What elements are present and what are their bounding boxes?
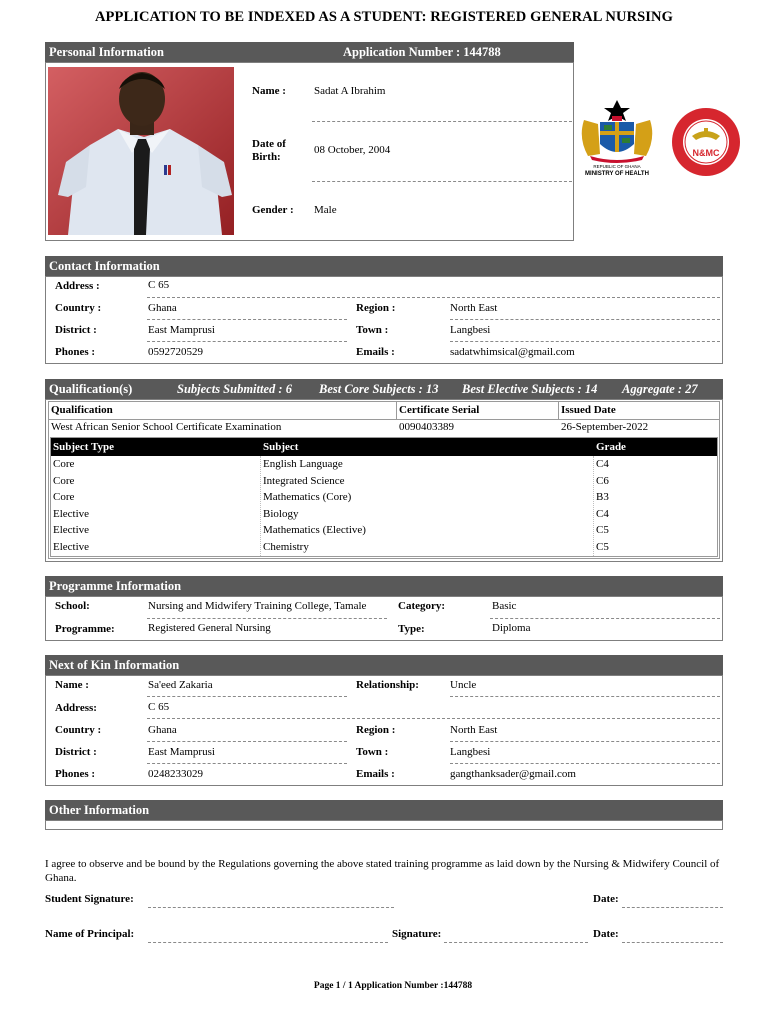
subject-type: Core: [53, 491, 75, 503]
applicant-photo: [48, 67, 234, 235]
page-title: APPLICATION TO BE INDEXED AS A STUDENT: REGISTERED GENERAL NURSING: [94, 9, 673, 25]
country-label: Country :: [55, 302, 102, 314]
subject-grade: C6: [596, 475, 609, 487]
coat-caption-2: MINISTRY OF HEALTH: [585, 171, 649, 177]
name-label: Name :: [252, 85, 286, 97]
programme-info-header: Programme Information: [45, 576, 723, 596]
gender-value: Male: [314, 204, 337, 216]
kin-district-label: District :: [55, 746, 97, 758]
divider: [147, 741, 347, 742]
principal-date-label: Date:: [593, 928, 619, 940]
principal-name-label: Name of Principal:: [45, 928, 135, 940]
address-label: Address :: [55, 280, 100, 292]
subjects-submitted: Subjects Submitted : 6: [177, 382, 292, 396]
kin-country-value: Ghana: [148, 724, 177, 736]
region-label: Region :: [356, 302, 396, 314]
subject-type: Core: [53, 458, 75, 470]
address-value: C 65: [148, 279, 170, 291]
phones-value: 0592720529: [148, 346, 203, 358]
dob-label-line1: Date of: [252, 138, 286, 150]
subject-name: Mathematics (Core): [263, 491, 352, 503]
relationship-value: Uncle: [450, 679, 477, 691]
kin-address-label: Address:: [55, 702, 97, 714]
other-info-header: Other Information: [45, 800, 723, 820]
school-label: School:: [55, 600, 90, 612]
best-elective-subjects: Best Elective Subjects : 14: [462, 382, 598, 396]
col-certificate-serial: Certificate Serial: [399, 404, 480, 416]
divider: [450, 763, 720, 764]
qualifications-header: [45, 379, 723, 399]
subject-name: Integrated Science: [263, 475, 345, 487]
col-divider: [558, 401, 559, 419]
col-issued-date: Issued Date: [561, 404, 616, 416]
kin-name-value: Sa'eed Zakaria: [148, 679, 213, 691]
kin-region-label: Region :: [356, 724, 396, 736]
kin-town-value: Langbesi: [450, 746, 491, 758]
divider: [147, 618, 387, 619]
col-divider: [396, 401, 397, 419]
relationship-label: Relationship:: [356, 679, 419, 691]
subject-grade: B3: [596, 491, 609, 503]
personal-info-header: [45, 42, 574, 62]
student-signature-line: [148, 907, 394, 908]
date-line: [622, 907, 723, 908]
coat-caption-1: REPUBLIC OF GHANA: [593, 164, 641, 169]
subject-type: Elective: [53, 524, 90, 536]
kin-phones-label: Phones :: [55, 768, 96, 780]
divider: [490, 618, 720, 619]
subject-name: Chemistry: [263, 541, 309, 553]
kin-country-label: Country :: [55, 724, 102, 736]
dob-label-line2: Birth:: [252, 151, 281, 163]
subject-name: Mathematics (Elective): [263, 524, 366, 536]
next-of-kin-header: Next of Kin Information: [45, 655, 723, 675]
subject-type: Elective: [53, 541, 90, 553]
divider: [312, 121, 572, 122]
principal-signature-line: [444, 942, 588, 943]
programme-label: Programme:: [55, 623, 115, 635]
principal-signature-label: Signature:: [392, 928, 442, 940]
divider: [312, 181, 572, 182]
category-value: Basic: [492, 600, 517, 612]
subject-name: English Language: [263, 458, 343, 470]
ghana-coat-of-arms-logo: [576, 98, 658, 184]
col-subject: Subject: [263, 441, 299, 453]
subject-grade: C5: [596, 524, 609, 536]
student-signature-label: Student Signature:: [45, 893, 134, 905]
page-footer: Page 1 / 1 Application Number :144788: [313, 981, 473, 991]
subject-grade: C5: [596, 541, 609, 553]
town-value: Langbesi: [450, 324, 491, 336]
country-value: Ghana: [148, 302, 177, 314]
best-core-subjects: Best Core Subjects : 13: [319, 382, 439, 396]
kin-town-label: Town :: [356, 746, 389, 758]
date-label: Date:: [593, 893, 619, 905]
emails-label: Emails :: [356, 346, 395, 358]
region-value: North East: [450, 302, 498, 314]
subject-grade: C4: [596, 458, 609, 470]
row-divider: [48, 419, 720, 420]
phones-label: Phones :: [55, 346, 96, 358]
application-number: Application Number : 144788: [343, 45, 501, 59]
subject-name: Biology: [263, 508, 299, 520]
col-divider: [260, 456, 261, 556]
aggregate: Aggregate : 27: [622, 382, 698, 396]
col-qualification: Qualification: [51, 404, 113, 416]
qualifications-title: Qualification(s): [49, 382, 133, 396]
nursing-midwifery-council-logo: [670, 106, 742, 178]
col-divider: [593, 456, 594, 556]
type-value: Diploma: [492, 622, 531, 634]
subject-type: Elective: [53, 508, 90, 520]
date-of-birth: 08 October, 2004: [314, 144, 391, 156]
divider: [147, 341, 347, 342]
kin-emails-value: gangthanksader@gmail.com: [450, 768, 576, 780]
other-info-box: [45, 820, 723, 830]
divider: [147, 763, 347, 764]
council-initials: N&MC: [692, 148, 720, 158]
divider: [450, 319, 720, 320]
subject-type: Core: [53, 475, 75, 487]
type-label: Type:: [398, 623, 425, 635]
col-subject-type: Subject Type: [53, 441, 115, 453]
divider: [147, 718, 720, 719]
kin-phones-value: 0248233029: [148, 768, 203, 780]
col-grade: Grade: [596, 441, 626, 453]
divider: [450, 741, 720, 742]
kin-address-value: C 65: [148, 701, 170, 713]
divider: [450, 341, 720, 342]
school-value: Nursing and Midwifery Training College, Tamale: [148, 600, 367, 612]
gender-label: Gender :: [252, 204, 294, 216]
subject-grade: C4: [596, 508, 609, 520]
divider: [147, 696, 347, 697]
principal-date-line: [622, 942, 723, 943]
district-value: East Mamprusi: [148, 324, 215, 336]
emails-value: sadatwhimsical@gmail.com: [450, 346, 575, 358]
personal-info-title: Personal Information: [49, 45, 164, 59]
programme-value: Registered General Nursing: [148, 622, 271, 634]
category-label: Category:: [398, 600, 446, 612]
qualification-name: West African Senior School Certificate Examination: [51, 421, 282, 433]
district-label: District :: [55, 324, 97, 336]
issued-date: 26-September-2022: [561, 421, 649, 433]
divider: [450, 696, 720, 697]
declaration-text: I agree to observe and be bound by the Regulations governing the above stated training programme as laid down by the Nursing & Midwifery Council of Ghana.: [45, 858, 720, 884]
divider: [147, 297, 720, 298]
contact-info-header: Contact Information: [45, 256, 723, 276]
applicant-name: Sadat A Ibrahim: [314, 85, 386, 97]
subjects-table-header: [51, 438, 717, 456]
kin-region-value: North East: [450, 724, 498, 736]
town-label: Town :: [356, 324, 389, 336]
certificate-serial: 0090403389: [399, 421, 454, 433]
kin-emails-label: Emails :: [356, 768, 395, 780]
kin-district-value: East Mamprusi: [148, 746, 215, 758]
kin-name-label: Name :: [55, 679, 89, 691]
principal-name-line: [148, 942, 388, 943]
divider: [147, 319, 347, 320]
